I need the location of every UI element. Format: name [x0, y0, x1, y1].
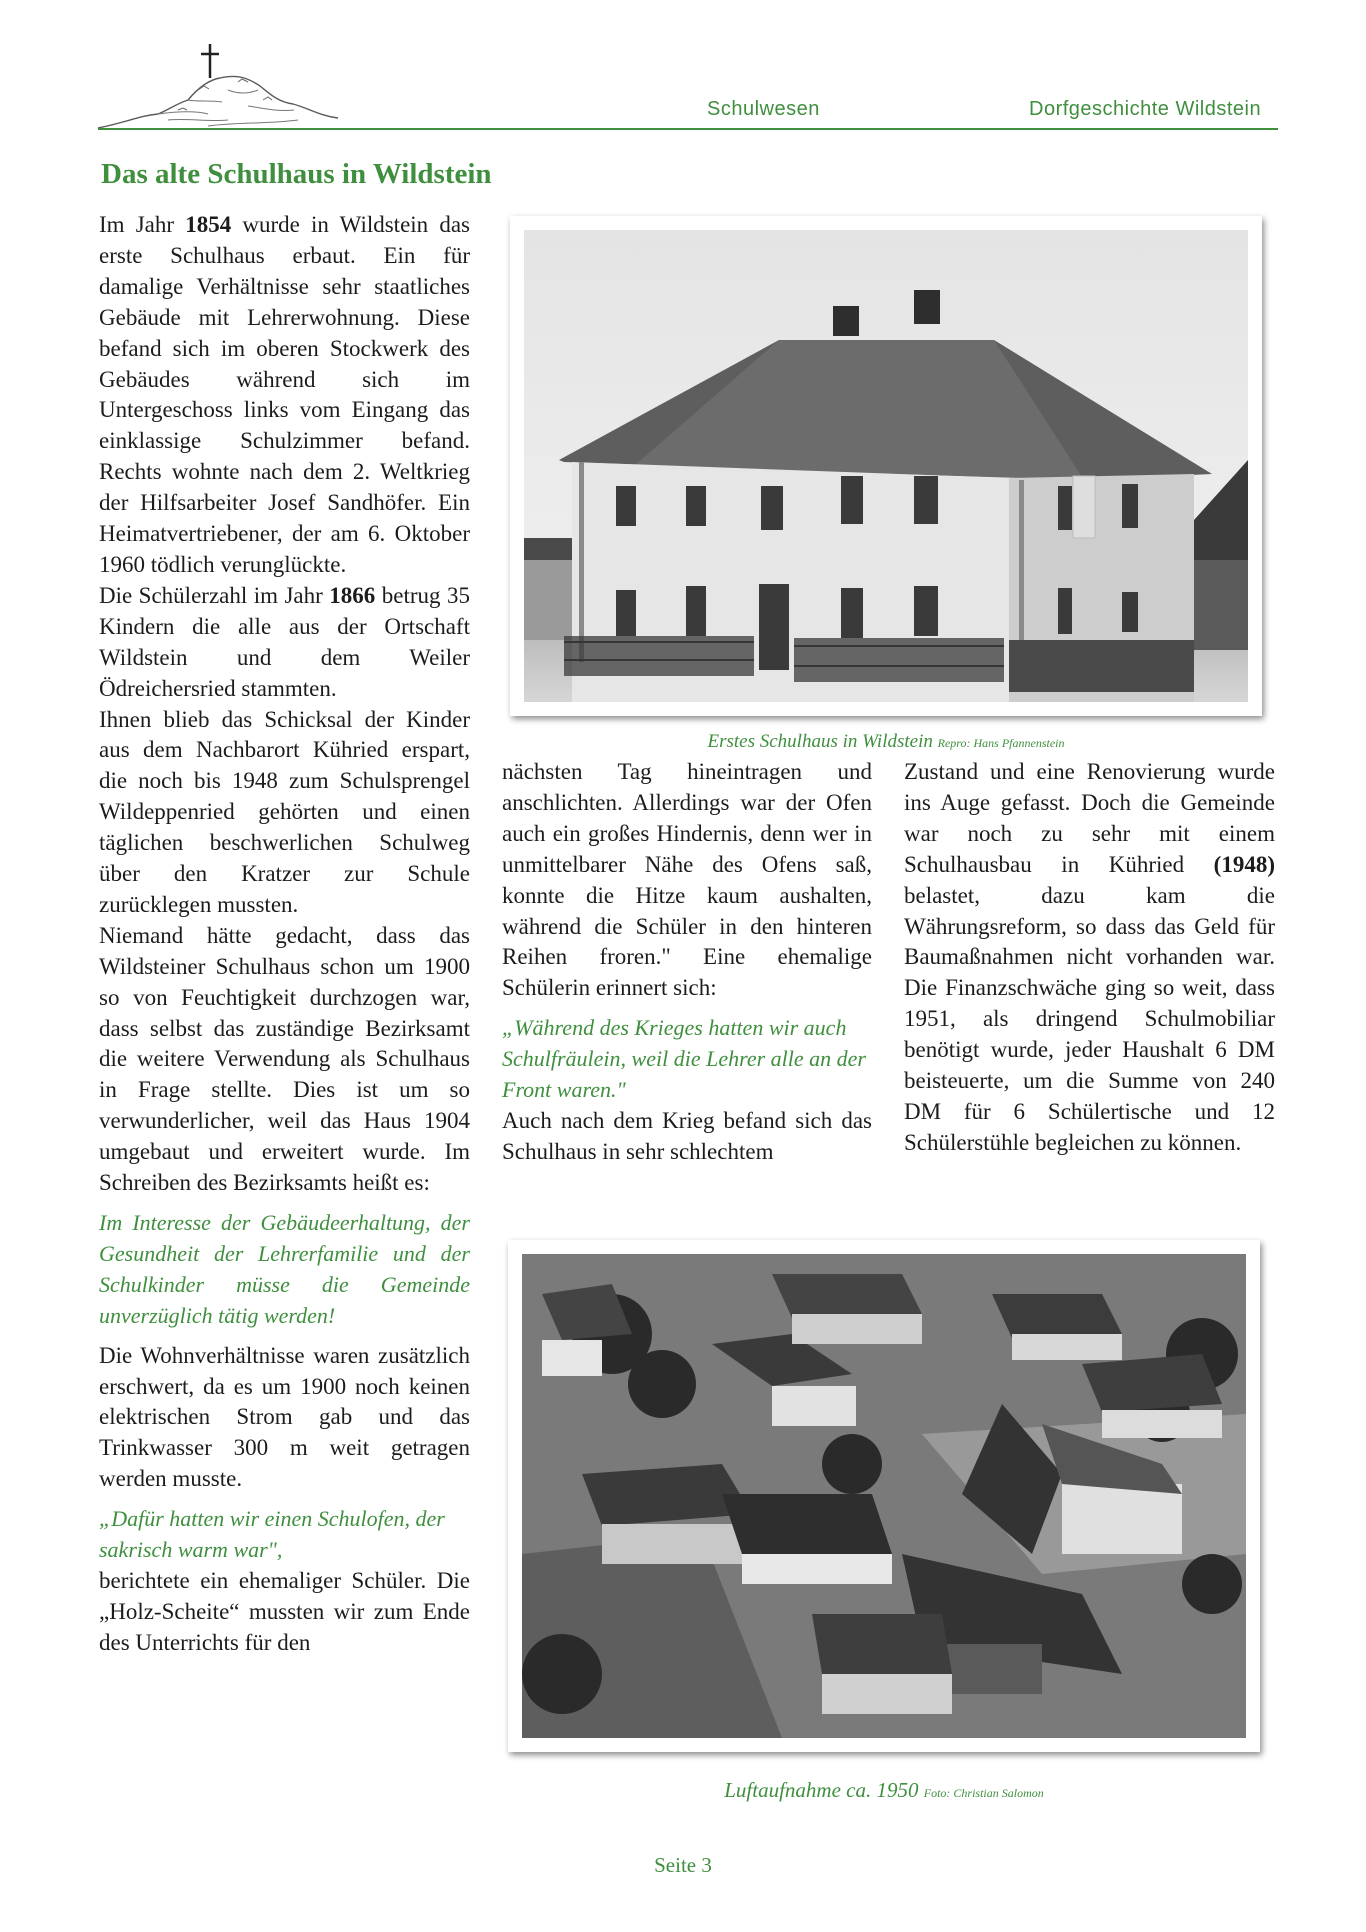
- aerial-photo: [508, 1240, 1260, 1752]
- paragraph: Zustand und eine Renovierung wurde ins Auge gefasst. Doch die Gemeinde war noch zu sehr mit einem Schulhausbau in Kühried (1948) belastet, dazu kam die Währungsreform, so dass das Geld für Baumaßnahmen nicht vorhanden war. Die Finanzschwäche ging so weit, dass 1951, als dringend Schulmobiliar benötigt wurde, jeder Haushalt 6 DM beisteuerte, um die Summe von 240 DM für 6 Schülertische und 12 Schülerstühle begleichen zu können.: [904, 759, 1275, 1155]
- school-house-photo: [510, 216, 1262, 716]
- photo-caption: Luftaufnahme ca. 1950 Foto: Christian Salomon: [724, 1778, 1044, 1802]
- photo-credit: Repro: Hans Pfannenstein: [937, 736, 1065, 750]
- page-number: Seite 3: [654, 1853, 712, 1877]
- aerial-village-illustration: [522, 1254, 1246, 1738]
- text-column-right: [904, 757, 1275, 1159]
- school-house-illustration: [524, 230, 1248, 702]
- header-publication-title: Dorfgeschichte Wildstein: [1029, 98, 1262, 120]
- paragraph: nächsten Tag hineintragen und anschlichten. Allerdings war der Ofen auch ein großes Hindernis, denn wer in unmittelbarer Nähe des Ofens saß, konnte die Hitze kaum aushalten, während die Schüler in den hinteren Reihen froren." Eine ehemalige Schülerin erinnert sich:: [502, 759, 872, 1001]
- header-rule: [98, 128, 1278, 130]
- paragraph: Niemand hätte gedacht, dass das Wildsteiner Schulhaus schon um 1900 so von Feuchtigkeit durchzogen war, dass selbst das zuständige Bezirksamt die weitere Verwendung als Schulhaus in Frage stellte. Dies ist um so verwunderlicher, weil das Haus 1904 umgebaut und erweitert wurde. Im Schreiben des Bezirksamts heißt es:: [99, 922, 470, 1196]
- paragraph: Ihnen blieb das Schicksal der Kinder aus dem Nachbarort Kühried erspart, die noch bis 1948 zum Schulsprengel Wildeppenried gehörten und einen täglichen beschwerlichen Schulweg über den Kratzer zur Schule zurücklegen mussten.: [99, 706, 470, 917]
- photo-caption: Erstes Schulhaus in Wildstein Repro: Hans Pfannenstein: [707, 731, 1065, 752]
- photo-credit: Foto: Christian Salomon: [923, 1786, 1044, 1800]
- paragraph: berichtete ein ehemaliger Schüler. Die „Holz-Scheite“ mussten wir zum Ende des Unterrichts für den: [99, 1567, 470, 1655]
- quote: Im Interesse der Gebäudeerhaltung, der Gesundheit der Lehrerfamilie und der Schulkinder müsse die Gemeinde unverzüglich tätig werden!: [99, 1210, 470, 1328]
- paragraph: Auch nach dem Krieg befand sich das Schulhaus in sehr schlechtem: [502, 1107, 872, 1164]
- header-section-label: Schulwesen: [707, 98, 820, 120]
- village-hill-logo: [98, 30, 338, 134]
- paragraph: Die Wohnverhältnisse waren zusätzlich erschwert, da es um 1900 noch keinen elektrischen Strom gab und das Trinkwasser 300 m weit getragen werden musste.: [99, 1342, 470, 1492]
- quote: „Dafür hatten wir einen Schulofen, der sakrisch warm war",: [99, 1506, 445, 1563]
- paragraph: Die Schülerzahl im Jahr 1866 betrug 35 Kindern die alle aus der Ortschaft Wildstein und dem Weiler Ödreichersried stammten.: [99, 582, 470, 701]
- paragraph: Im Jahr 1854 wurde in Wildstein das erste Schulhaus erbaut. Ein für damalige Verhältnisse sehr staatliches Gebäude mit Lehrerwohnung. Diese befand sich im oberen Stockwerk des Gebäudes während sich im Untergeschoss links vom Eingang das einklassige Schulzimmer befand. Rechts wohnte nach dem 2. Weltkrieg der Hilfsarbeiter Josef Sandhöfer. Ein Heimatvertriebener, der am 6. Oktober 1960 tödlich verunglückte.: [99, 212, 470, 577]
- quote: „Während des Krieges hatten wir auch Schulfräulein, weil die Lehrer alle an der Front waren.": [502, 1015, 866, 1103]
- text-column-left: [99, 210, 470, 1659]
- text-column-middle: [502, 757, 872, 1168]
- page-title: Das alte Schulhaus in Wildstein: [101, 158, 492, 190]
